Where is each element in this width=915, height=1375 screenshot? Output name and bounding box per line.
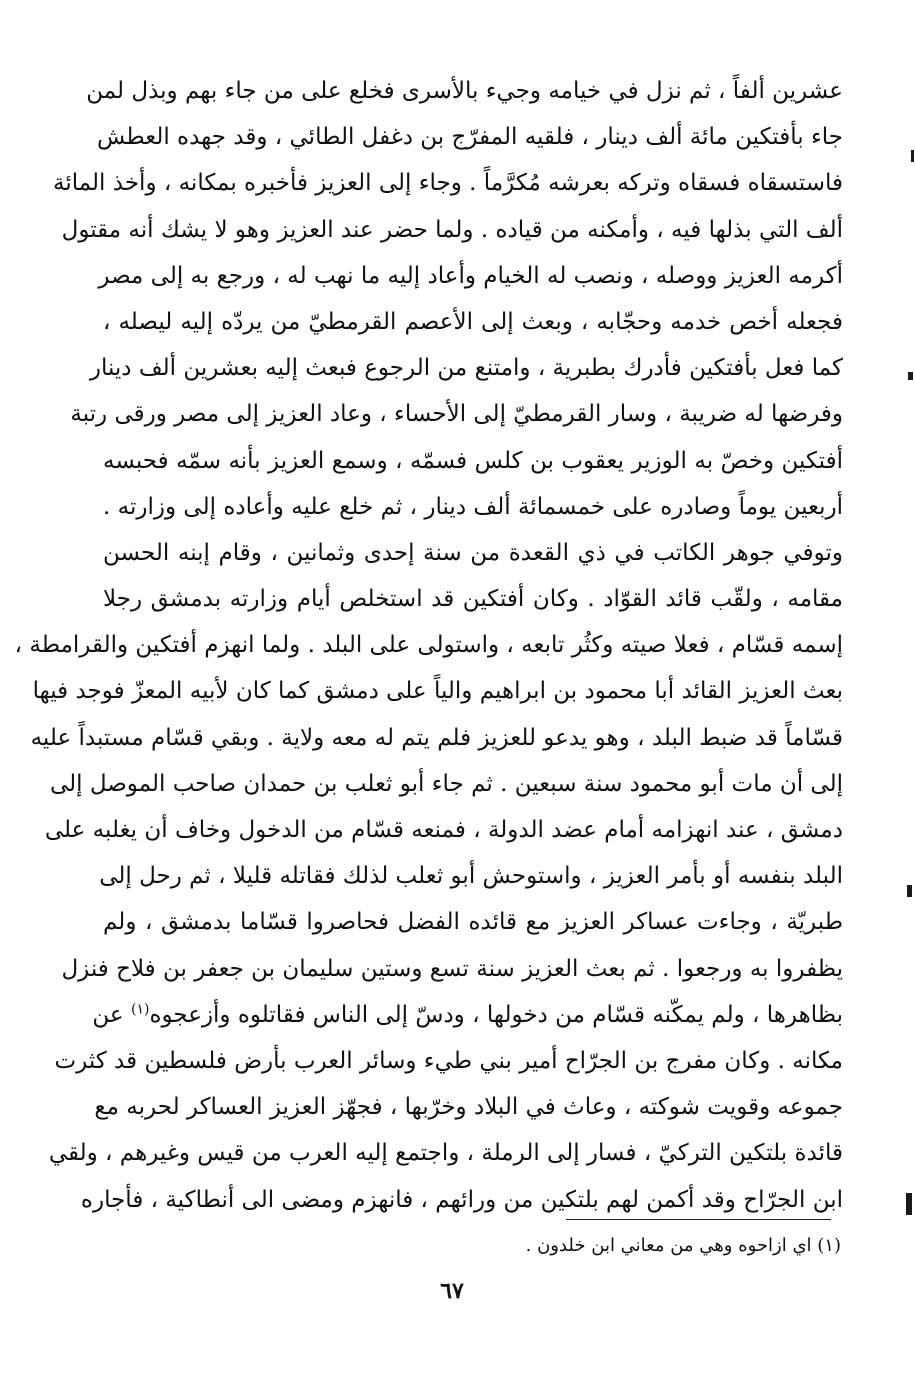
text-line: مكانه . وكان مفرج بن الجرّاح أمير بني طيء وسائر العرب بأرض فلسطين قد كثرت <box>54 1047 843 1074</box>
text-line: أكرمه العزيز ووصله ، ونصب له الخيام وأعاد إليه ما نهب له ، ورجع به إلى مصر <box>98 262 843 289</box>
scan-edge-mark <box>911 150 914 162</box>
page-number: ٦٧ <box>440 1278 464 1304</box>
text-line: يظفروا به ورجعوا . ثم بعث العزيز سنة تسع وستين سليمان بن جعفر بن فلاح فنزل <box>61 955 843 982</box>
footnote: (١) اي ازاحوه وهي من معاني ابن خلدون . <box>525 1235 841 1256</box>
footnote-divider <box>566 1219 831 1220</box>
text-line: طبريّة ، وجاءت عساكر العزيز مع قائده الفضل فحاصروا قسّاما بدمشق ، ولم <box>103 909 843 936</box>
body-text <box>14 68 843 1223</box>
scan-edge-mark <box>906 1193 912 1215</box>
text-line: وفرضها له ضريبة ، وسار القرمطيّ إلى الأحساء ، وعاد العزيز إلى مصر ورقى رتبة <box>70 401 843 428</box>
text-line: فجعله أخص خدمه وحجّابه ، وبعث إلى الأعصم القرمطيّ من يردّه إليه ليصله ، <box>103 308 843 335</box>
text-line: عشرين ألفاً ، ثم نزل في خيامه وجيء بالأسرى فخلع على من جاء بهم وبذل لمن <box>86 78 843 104</box>
text-line: البلد بنفسه أو بأمر العزيز ، واستوحش أبو ثعلب لذلك فقاتله قليلا ، ثم رحل إلى <box>99 863 843 890</box>
text-line-tail: عن <box>92 1001 124 1028</box>
text-line: أفتكين وخصّ به الوزير يعقوب بن كلس فسمّه ، وسمع العزيز بأنه سمّه فحبسه <box>103 447 843 474</box>
scan-edge-mark <box>908 372 913 380</box>
text-line: بعث العزيز القائد أبا محمود بن ابراهيم والياً على دمشق كما كان لأبيه المعزّ فوجد فيها <box>32 678 843 705</box>
text-line: كما فعل بأفتكين فأدرك بطبرية ، وامتنع من الرجوع فبعث إليه بعشرين ألف دينار <box>89 355 843 382</box>
text-line: قسّاماً قد ضبط البلد ، وهو يدعو للعزيز فلم يتم له معه ولاية . وبقي قسّام مستبداً عليه <box>30 724 843 751</box>
text-line: إلى أن مات أبو محمود سنة سبعين . ثم جاء أبو ثعلب بن حمدان صاحب الموصل إلى <box>49 770 843 797</box>
text-line-main: بظاهرها ، ولم يمكّنه قسّام من دخولها ، ودسّ إلى الناس فقاتلوه وأزعجوه <box>149 1001 843 1028</box>
text-line: قائدة بلتكين التركيّ ، فسار إلى الرملة ، واجتمع إليه العرب من قيس وغيرهم ، ولقي <box>48 1140 843 1167</box>
text-line: ابن الجرّاح وقد أكمن لهم بلتكين من ورائهم ، فانهزم ومضى الى أنطاكية ، فأجاره <box>80 1186 843 1213</box>
text-line-with-footnote <box>92 992 843 1038</box>
text-line: أربعين يوماً وصادره على خمسمائة ألف دينار ، ثم خلع عليه وأعاده إلى وزارته . <box>103 493 843 520</box>
text-line: ألف التي بذلها فيه ، وأمكنه من قياده . ولما حضر عند العزيز وهو لا يشك أنه مقتول <box>61 216 843 243</box>
text-line: وتوفي جوهر الكاتب في ذي القعدة من سنة إحدى وثمانين ، وقام إبنه الحسن <box>103 539 843 566</box>
text-line: مقامه ، ولقّب قائد القوّاد . وكان أفتكين قد استخلص أيام وزارته بدمشق رجلا <box>103 586 843 613</box>
text-line: فاستسقاه فسقاه وتركه بعرشه مُكرَّماً . وجاء إلى العزيز فأخبره بمكانه ، وأخذ المائة <box>53 170 843 197</box>
text-line: دمشق ، عند انهزامه أمام عضد الدولة ، فمنعه قسّام من الدخول وخاف أن يغلبه على <box>44 817 843 843</box>
scan-edge-mark <box>907 885 912 897</box>
text-line: جاء بأفتكين مائة ألف دينار ، فلقيه المفرّج بن دغفل الطائي ، وقد جهده العطش <box>97 124 843 151</box>
footnote-marker: (١) <box>130 1001 150 1018</box>
text-line: جموعه وقويت شوكته ، وعاث في البلاد وخرّبها ، فجهّز العزيز العساكر لحربه مع <box>94 1094 843 1121</box>
text-line: إسمه قسّام ، فعلا صيته وكثُر تابعه ، واستولى على البلد . ولما انهزم أفتكين والقرامطة ، <box>14 632 843 659</box>
